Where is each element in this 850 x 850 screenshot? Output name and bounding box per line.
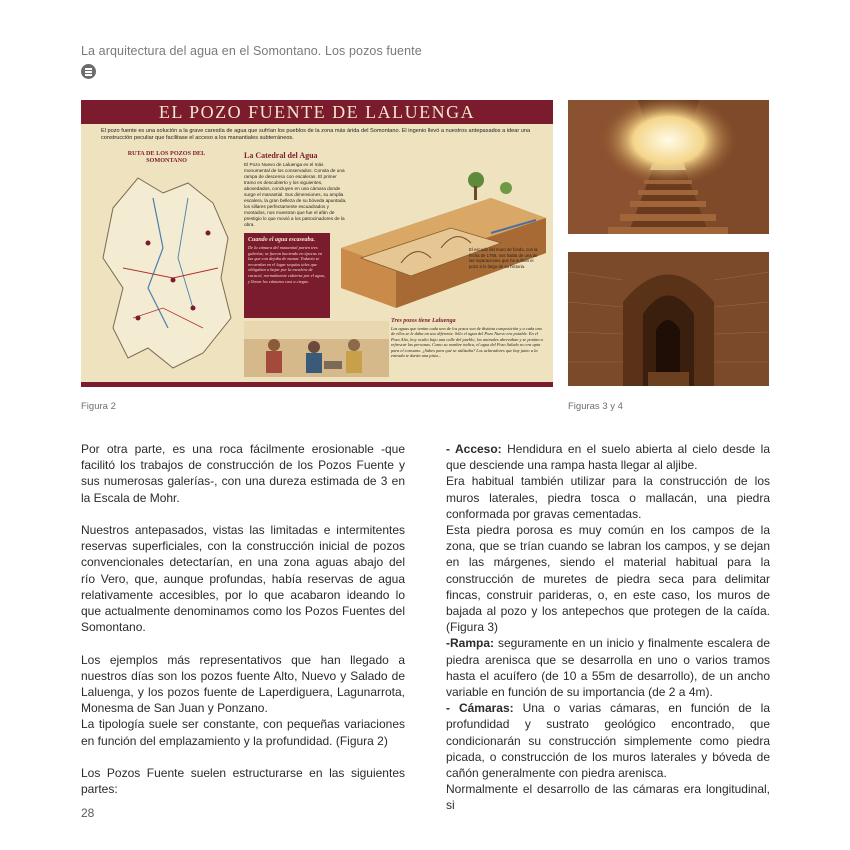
- poster-box-title: Cuando el agua escaseaba.: [248, 237, 316, 243]
- poster-caption: El escudo del muro de fondo, con la fecha de 1766, nos habla de una de las reparaciones que ha sufrido el pozo a lo largo de su historia.: [469, 247, 538, 269]
- body-column-right: [446, 441, 770, 814]
- route-map-illustration: [93, 168, 238, 378]
- term-camaras: - Cámaras:: [446, 701, 514, 716]
- figure-3-stairway-photo: [568, 100, 769, 234]
- figure-2-poster: [81, 100, 553, 387]
- paragraph: Los Pozos Fuente suelen estructurarse en las siguientes partes:: [81, 766, 405, 797]
- term-rampa: -Rampa:: [446, 636, 495, 651]
- paragraph: Esta piedra porosa es muy común en los campos de la zona, que se trían cuando se labran los campos, y se dejan en las márgenes, siendo el material habitual para la construcción de muretes de piedra seca para delimitar fincas, construir parideras, o, en este caso, los muros de bajada al pozo y los antepechos que protegen de la caída. (Figura 3): [446, 523, 770, 635]
- paragraph: Por otra parte, es una roca fácilmente erosionable -que facilitó los trabajos de construcción de los Pozos Fuente y sus numerosas galerías-, con una dureza estimada de 3 en la Escala de Mohr.: [81, 442, 405, 505]
- term-acceso: - Acceso:: [446, 442, 502, 456]
- people-at-well-illustration: [244, 321, 389, 377]
- acceso-text: Hendidura en el suelo abierta al cielo desde la que desciende una rampa hasta llegar al aljibe.: [446, 442, 770, 473]
- rampa-text: seguramente en un inicio y finalmente escalera de piedra arenisca que se desarrolla en uno o varios tramos hasta el acuífero (de 10 a 55m de desarrollo), de un ancho variable en función de su importancia (de 2 a 4m).: [446, 636, 770, 700]
- paragraph-camaras: [446, 700, 770, 781]
- poster-intro: El pozo fuente es una solución a la grave carestía de agua que sufrían los pueblos de la zona más árida del Somontano. El ingenio llevó a nuestros antepasados a idear una construcción peculiar que facilitase el acceso a los manantiales subterráneos.: [101, 128, 531, 141]
- paragraph: Era habitual también utilizar para la construcción de los muros laterales, piedra tosca o mallacán, una piedra conformada por gravas cementadas.: [446, 474, 770, 521]
- camaras-text: Una o varias cámaras, en función de la profundidad y sustrato geológico encontrado, que condicionarán su construcción simplemente como piedra picada, o construcción de los muros laterales y bóveda de cañón generalmente con piedra arenisca.: [446, 701, 770, 781]
- poster-section-title: La Catedral del Agua: [244, 151, 318, 160]
- poster-section-text: El Pozo Nuevo de Laluenga es el más monumental de los conservados. Consta de una rampa de descenso con escaleras. El primer tramo es descubierto y los siguientes, abovedados, concluyen en una cámara donde surge el manantial. Sus dimensiones, su amplia escalera, la gran belleza de su bóveda apuntada, los sillares perfectamente escuadrados y montados, nos muestran que fue el afán de prestigio lo que movió a los patrocinadores de la obra.: [244, 162, 347, 227]
- figure-4-tunnel-photo: [568, 252, 769, 386]
- figures-3-4-label: Figuras 3 y 4: [568, 401, 623, 412]
- poster-sub-title: Tres pozos tiene Laluenga: [391, 318, 456, 324]
- menu-icon[interactable]: [81, 64, 96, 79]
- paragraph: Nuestros antepasados, vistas las limitadas e intermitentes reservas superficiales, con la construcción inicial de pozos convencionales detectarían, en una zona aguas abajo del río Vero, que, aunque profundas, había reservas de agua relativamente accesibles, por lo que acabaron ideando lo que actualmente denominamos como los Pozos Fuentes del Somontano.: [81, 523, 405, 635]
- header-title: La arquitectura del agua en el Somontano. Los pozos fuente: [81, 44, 422, 58]
- paragraph-rampa: [446, 635, 770, 700]
- poster-bottom-bar: [81, 382, 553, 387]
- poster-title: EL POZO FUENTE DE LALUENGA: [81, 100, 553, 124]
- poster-map-title: RUTA DE LOS POZOS DEL SOMONTANO: [127, 150, 206, 164]
- figure-2-label: Figura 2: [81, 401, 116, 412]
- page-number: 28: [81, 806, 95, 820]
- paragraph: La tipología suele ser constante, con pequeñas variaciones en función del emplazamiento y la profundidad. (Figura 2): [81, 717, 405, 748]
- paragraph: Los ejemplos más representativos que han llegado a nuestros días son los pozos fuente Alto, Nuevo y Salado de Laluenga, y los pozos fuente de Laperdiguera, Lagunarrota, Monesma de San Juan y Ponzano.: [81, 652, 405, 716]
- paragraph: Normalmente el desarrollo de las cámaras era longitudinal, si: [446, 782, 770, 813]
- body-column-left: [81, 441, 405, 797]
- well-cross-section-illustration: [341, 158, 546, 308]
- paragraph-acceso: [446, 441, 770, 473]
- poster-sub-text: Las aguas que tenían cada uno de los pozos son de distinta composición y a cada uno de ellos se le daba un uso diferente. Sólo el agua del Pozo Nuevo era potable. En el Pozo Alto, hoy oculto bajo una calle del pueblo, los animales abrevaban y se ponían a refrescar las personas. Como su nombre indica, el agua del Pozo Salado no era apta para el consumo. ¿Sabes para qué se utilizaba? Los aclaradores que hay junto a la entrada te darán una pista...: [391, 326, 543, 359]
- poster-box-text: De la cámara del manantial parten tres galerías; se fueron haciendo en épocas en las que con dejaba de manar. Todavía se recuerdan en el lugar sequías tales que obligaban a bajar por la escalera de caracol, normalmente cubierta por el agua, y llenar los cántaros casi a ciegas.: [248, 245, 325, 284]
- poster-info-box: [244, 233, 330, 318]
